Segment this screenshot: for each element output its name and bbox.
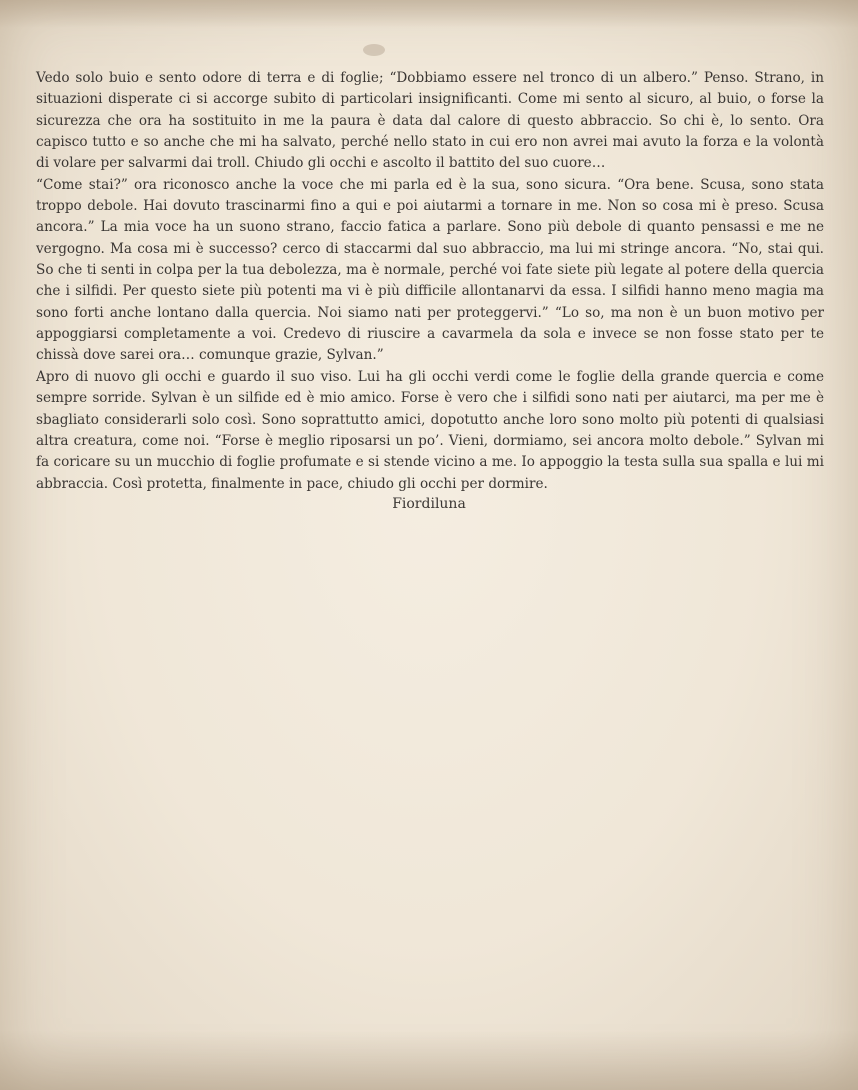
paper-smudge <box>363 44 385 56</box>
story-paragraph-2: “Come stai?” ora riconosco anche la voce che mi parla ed è la sua, sono sicura. “Ora bene. Scusa, sono stata troppo debole. Hai dovuto trascinarmi fino a qui e poi aiutarmi a tornare in me. Non so cosa mi è preso. Scusa ancora.” La mia voce ha un suono strano, faccio fatica a parlare. Sono più debole di quanto pensassi e me ne vergogno. Ma cosa mi è successo? cerco di staccarmi dal suo abbraccio, ma lui mi stringe ancora. “No, stai qui. So che ti senti in colpa per la tua debolezza, ma è normale, perché voi fate siete più legate al potere della quercia che i silfidi. Per questo siete più potenti ma vi è più difficile allontanarvi da essa. I silfidi hanno meno magia ma sono forti anche lontano dalla quercia. Noi siamo nati per proteggervi.” “Lo so, ma non è un buon motivo per appoggiarsi completamente a voi. Credevo di riuscire a cavarmela da sola e invece se non fosse stato per te chissà dove sarei ora… comunque grazie, Sylvan.” <box>36 176 824 364</box>
page-edge-bottom <box>0 1030 858 1090</box>
page-edge-top <box>0 0 858 28</box>
story-paragraph-3: Apro di nuovo gli occhi e guardo il suo viso. Lui ha gli occhi verdi come le foglie della grande quercia e come sempre sorride. Sylvan è un silfide ed è mio amico. Forse è vero che i silfidi sono nati per aiutarci, ma per me è sbagliato considerarli solo così. Sono soprattutto amici, dopotutto anche loro sono molto più potenti di qualsiasi altra creatura, come noi. “Forse è meglio riposarsi un po’. Vieni, dormiamo, sei ancora molto debole.” Sylvan mi fa coricare su un mucchio di foglie profumate e si stende vicino a me. Io appoggio la testa sulla sua spalla e lui mi abbraccia. Così protetta, finalmente in pace, chiudo gli occhi per dormire. <box>36 368 824 492</box>
story-text <box>36 68 824 495</box>
author-signature: Fiordiluna <box>392 496 466 512</box>
story-paragraph-1: Vedo solo buio e sento odore di terra e di foglie; “Dobbiamo essere nel tronco di un albero.” Penso. Strano, in situazioni disperate ci si accorge subito di particolari insignificanti. Come mi sento al sicuro, al buio, o forse la sicurezza che ora ha sostituito in me la paura è data dal calore di questo abbraccio. So chi è, lo sento. Ora capisco tutto e so anche che mi ha salvato, perché nello stato in cui ero non avrei mai avuto la forza e la volontà di volare per salvarmi dai troll. Chiudo gli occhi e ascolto il battito del suo cuore… <box>36 70 824 172</box>
